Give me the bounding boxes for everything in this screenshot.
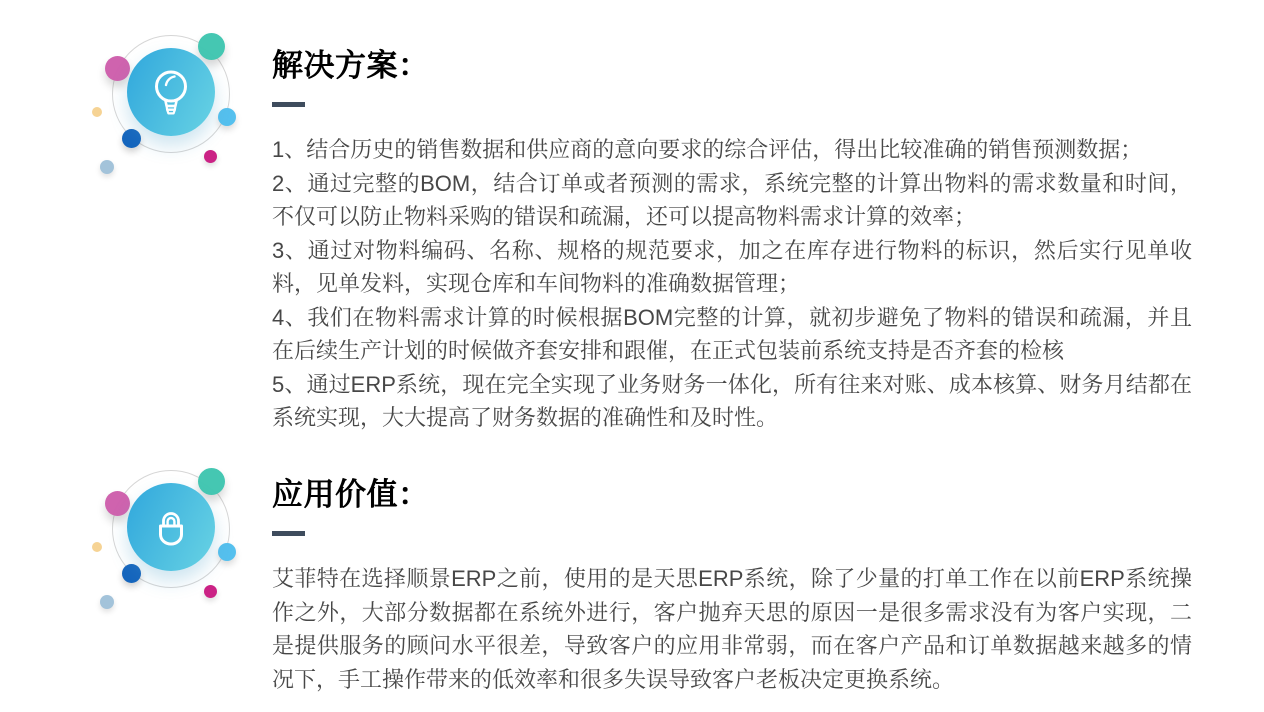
decor-dot-teal (198, 33, 225, 60)
decor-dot-teal (198, 468, 225, 495)
paragraph-line: 3、通过对物料编码、名称、规格的规范要求，加之在库存进行物料的标识，然后实行见单收料，见单发料，实现仓库和车间物料的准确数据管理； (272, 237, 1192, 296)
section-title: 应用价值： (272, 477, 430, 512)
section-solution (272, 48, 1192, 435)
paragraph-line: 1、结合历史的销售数据和供应商的意向要求的综合评估，得出比较准确的销售预测数据； (272, 137, 1143, 162)
decor-dot-steel (100, 595, 114, 609)
gradient-circle (127, 48, 215, 136)
value-icon-badge (90, 463, 255, 641)
decor-dot-sky (218, 108, 236, 126)
section-body (272, 562, 1192, 696)
title-underline (272, 102, 305, 107)
decor-dot-sky (218, 543, 236, 561)
decor-dot-blue (122, 129, 141, 148)
decor-dot-magenta (204, 585, 217, 598)
paragraph-line: 艾菲特在选择顺景ERP之前，使用的是天思ERP系统，除了少量的打单工作在以前ERP系统操作之外，大部分数据都在系统外进行，客户抛弃天思的原因一是很多需求没有为客户实现，二是提供服务的顾问水平很差，导致客户的应用非常弱，而在客户产品和订单数据越来越多的情况下，手工操作带来的低效率和很多失误导致客户老板决定更换系统。 (272, 566, 1192, 692)
decor-dot-pink (105, 491, 130, 516)
decor-dot-steel (100, 160, 114, 174)
paragraph-line: 2、通过完整的BOM，结合订单或者预测的需求，系统完整的计算出物料的需求数量和时间，不仅可以防止物料采购的错误和疏漏，还可以提高物料需求计算的效率； (272, 170, 1192, 229)
decor-dot-blue (122, 564, 141, 583)
decor-dot-pink (105, 56, 130, 81)
decor-dot-magenta (204, 150, 217, 163)
gradient-circle (127, 483, 215, 571)
section-body (272, 133, 1192, 435)
lock-icon (146, 501, 196, 553)
paragraph-line: 4、我们在物料需求计算的时候根据BOM完整的计算，就初步避免了物料的错误和疏漏，并且在后续生产计划的时候做齐套安排和跟催，在正式包装前系统支持是否齐套的检核 (272, 304, 1192, 363)
solution-icon-badge (90, 28, 255, 206)
lightbulb-icon (146, 66, 196, 118)
decor-dot-yellow (92, 542, 102, 552)
title-underline (272, 531, 305, 536)
paragraph-line: 5、通过ERP系统，现在完全实现了业务财务一体化，所有往来对账、成本核算、财务月结都在系统实现，大大提高了财务数据的准确性和及时性。 (272, 371, 1192, 430)
section-title: 解决方案： (272, 48, 430, 83)
section-value (272, 477, 1192, 696)
decor-dot-yellow (92, 107, 102, 117)
